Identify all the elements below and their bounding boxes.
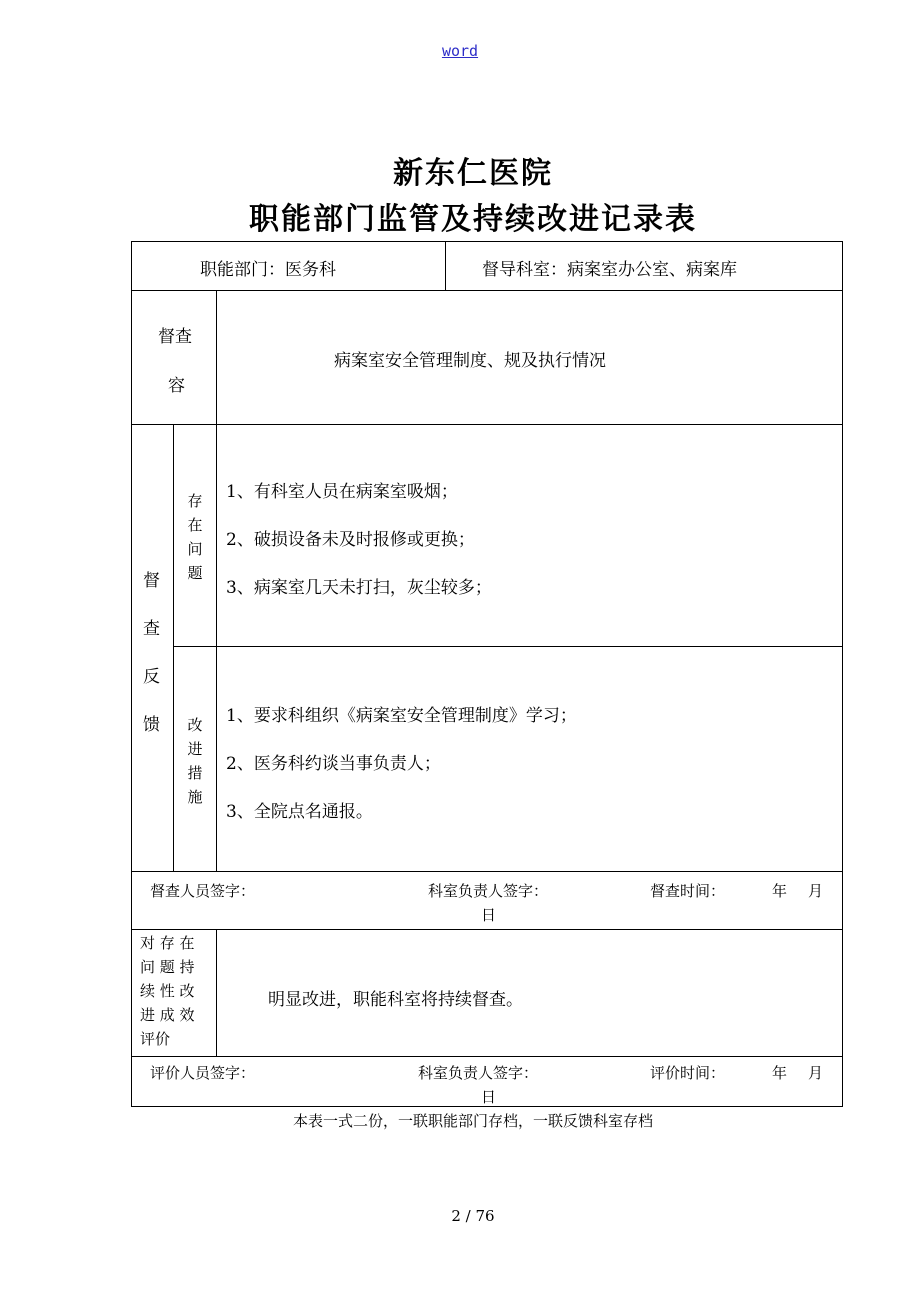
problems-label-char: 题	[187, 564, 203, 582]
table-line	[131, 290, 843, 291]
evaluation-label-line: 问 题 持	[140, 958, 195, 976]
measures-label	[185, 713, 205, 809]
problems-label-char: 在	[187, 516, 203, 534]
table-border-left	[131, 241, 132, 1107]
feedback-label-char: 督	[143, 571, 160, 591]
problem-item: 2、破损设备未及时报修或更换；	[226, 530, 475, 550]
measure-item: 3、全院点名通报。	[226, 802, 373, 822]
content-label-line2: 容	[168, 376, 185, 396]
table-line	[445, 241, 446, 291]
dept-head-signature-label: 科室负责人签字：	[428, 882, 549, 900]
measures-label-char: 施	[187, 788, 203, 806]
evaluation-label-line: 评价	[140, 1030, 171, 1048]
table-line	[131, 1056, 843, 1057]
dept-head-signature-label: 科室负责人签字：	[418, 1064, 539, 1082]
inspection-content: 病案室安全管理制度、规及执行情况	[334, 351, 606, 371]
month-label: 月	[808, 882, 824, 900]
problem-item: 1、有科室人员在病案室吸烟；	[226, 482, 458, 502]
inspection-time-label: 督查时间：	[650, 882, 726, 900]
feedback-label-char: 馈	[143, 715, 160, 735]
measures-label-char: 措	[187, 764, 203, 782]
table-border-right	[842, 241, 843, 1107]
table-line	[131, 929, 843, 930]
evaluation-label-line: 续 性 改	[140, 982, 195, 1000]
table-line	[216, 290, 217, 872]
measure-item: 1、要求科组织《病案室安全管理制度》学习；	[226, 706, 577, 726]
problem-item: 3、病案室几天未打扫，灰尘较多；	[226, 578, 492, 598]
day-label: 日	[481, 1088, 497, 1106]
evaluator-signature-label: 评价人员签字：	[150, 1064, 256, 1082]
table-line	[131, 871, 843, 872]
supervised-dept-label: 督导科室：病案室办公室、病案库	[482, 260, 737, 280]
form-title: 职能部门监管及持续改进记录表	[249, 202, 697, 237]
table-line	[173, 646, 843, 647]
page-number: 2 / 76	[451, 1207, 495, 1225]
dept-label: 职能部门：医务科	[200, 260, 336, 280]
footer-note: 本表一式二份，一联职能部门存档，一联反馈科室存档	[292, 1112, 653, 1130]
hospital-name: 新东仁医院	[393, 156, 553, 191]
problems-label	[185, 489, 205, 585]
header-word-link[interactable]: word	[441, 42, 479, 60]
year-label: 年	[772, 882, 788, 900]
table-line	[173, 424, 174, 872]
measures-label-char: 进	[187, 740, 203, 758]
table-border-top	[131, 241, 843, 242]
measures-label-char: 改	[187, 716, 203, 734]
evaluation-time-label: 评价时间：	[650, 1064, 726, 1082]
table-line	[131, 424, 843, 425]
content-label-line1: 督查	[158, 327, 192, 347]
inspector-signature-label: 督查人员签字：	[150, 882, 256, 900]
month-label: 月	[808, 1064, 824, 1082]
day-label: 日	[481, 906, 497, 924]
problems-label-char: 问	[187, 540, 203, 558]
evaluation-label-line: 对 存 在	[140, 934, 195, 952]
feedback-label-char: 反	[143, 667, 160, 687]
evaluation-text: 明显改进，职能科室将持续督查。	[268, 990, 523, 1010]
measure-item: 2、医务科约谈当事负责人；	[226, 754, 441, 774]
year-label: 年	[772, 1064, 788, 1082]
feedback-label-char: 查	[143, 619, 160, 639]
evaluation-label-line: 进 成 效	[140, 1006, 195, 1024]
problems-label-char: 存	[187, 492, 203, 510]
table-line	[216, 929, 217, 1057]
